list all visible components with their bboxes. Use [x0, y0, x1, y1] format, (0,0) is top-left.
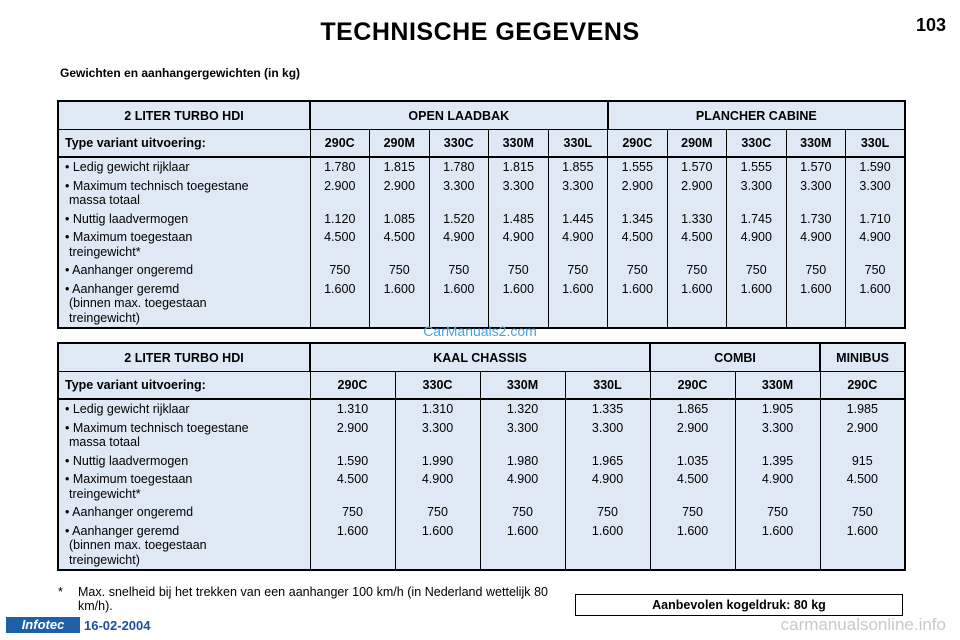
- value-spacer: [736, 553, 820, 568]
- values-column: [846, 157, 906, 328]
- value-cell: 750: [767, 505, 788, 519]
- value-cell: 750: [864, 263, 886, 277]
- row-label: treingewicht*: [69, 244, 141, 259]
- value-cell: 1.600: [859, 281, 891, 296]
- variant-code: 330M: [480, 372, 565, 400]
- variant-header-row: [58, 130, 905, 158]
- value-spacer: [608, 245, 667, 260]
- value-cell: 2.900: [681, 178, 713, 193]
- value-spacer: [566, 435, 650, 450]
- value-spacer: [489, 245, 548, 260]
- value-spacer: [821, 538, 905, 553]
- recommended-coupling-load: Aanbevolen kogeldruk: 80 kg: [575, 594, 903, 616]
- value-cell: 1.600: [562, 281, 594, 296]
- value-spacer: [481, 553, 565, 568]
- value-cell: 1.310: [336, 402, 369, 416]
- print-date: 16-02-2004: [84, 618, 151, 633]
- value-cell: 1.600: [800, 281, 832, 296]
- value-spacer: [311, 296, 370, 311]
- value-cell: 1.520: [443, 211, 475, 226]
- row-label: • Aanhanger geremd: [65, 523, 180, 538]
- variant-code: 330M: [786, 130, 846, 158]
- engine-header: 2 LITER TURBO HDI: [58, 101, 310, 130]
- value-cell: 3.300: [443, 178, 475, 193]
- value-spacer: [651, 553, 735, 568]
- value-cell: 1.395: [761, 453, 794, 468]
- body-type-header: OPEN LAADBAK: [310, 101, 608, 130]
- row-labels-column: [58, 157, 310, 328]
- value-cell: 1.485: [502, 211, 534, 226]
- row-label: treingewicht): [69, 552, 140, 567]
- value-spacer: [821, 435, 905, 450]
- values-column: [608, 157, 668, 328]
- value-spacer: [608, 296, 667, 311]
- value-cell: 750: [745, 263, 767, 277]
- value-cell: 1.730: [800, 211, 832, 226]
- value-spacer: [396, 487, 480, 502]
- values-column: [820, 399, 905, 570]
- value-spacer: [396, 553, 480, 568]
- value-cell: 3.300: [506, 420, 539, 435]
- value-cell: 4.500: [681, 230, 713, 244]
- row-label: • Ledig gewicht rijklaar: [65, 160, 190, 174]
- value-spacer: [651, 435, 735, 450]
- value-cell: 750: [626, 263, 648, 277]
- row-label: • Maximum toegestaan: [65, 472, 193, 486]
- row-label: • Aanhanger ongeremd: [65, 263, 194, 277]
- value-cell: 3.300: [761, 420, 794, 435]
- value-cell: 1.335: [591, 402, 624, 416]
- row-label: treingewicht): [69, 310, 140, 325]
- value-spacer: [787, 245, 846, 260]
- value-cell: 3.300: [591, 420, 624, 435]
- value-spacer: [311, 553, 395, 568]
- value-cell: 1.965: [591, 453, 624, 468]
- variant-code: 330M: [489, 130, 549, 158]
- variant-code: 330L: [565, 372, 650, 400]
- value-cell: 1.600: [502, 281, 534, 296]
- value-spacer: [396, 538, 480, 553]
- value-cell: 1.330: [681, 211, 713, 226]
- value-cell: 1.555: [621, 160, 653, 174]
- value-spacer: [489, 296, 548, 311]
- value-cell: 750: [512, 505, 533, 519]
- variant-code: 290M: [667, 130, 727, 158]
- value-cell: 1.600: [761, 523, 794, 538]
- value-cell: 4.500: [846, 472, 878, 486]
- value-spacer: [549, 245, 608, 260]
- row-labels-column: [58, 399, 310, 570]
- value-cell: 750: [686, 263, 708, 277]
- value-cell: 1.600: [846, 523, 878, 538]
- value-cell: 1.600: [383, 281, 415, 296]
- engine-header: 2 LITER TURBO HDI: [58, 343, 310, 372]
- value-spacer: [668, 193, 727, 208]
- row-label: • Nuttig laadvermogen: [65, 211, 189, 226]
- value-cell: 1.600: [681, 281, 713, 296]
- value-spacer: [370, 245, 429, 260]
- value-spacer: [846, 193, 904, 208]
- value-spacer: [566, 553, 650, 568]
- value-spacer: [549, 296, 608, 311]
- value-spacer: [846, 245, 904, 260]
- value-spacer: [821, 553, 905, 568]
- variant-code: 290C: [608, 130, 668, 158]
- value-spacer: [566, 487, 650, 502]
- body-type-header: MINIBUS: [820, 343, 905, 372]
- value-cell: 750: [682, 505, 703, 519]
- value-spacer: [651, 487, 735, 502]
- value-cell: 2.900: [383, 178, 415, 193]
- value-cell: 750: [805, 263, 827, 277]
- value-cell: 1.980: [506, 453, 539, 468]
- row-label: • Aanhanger ongeremd: [65, 505, 194, 519]
- variant-code: 330L: [548, 130, 608, 158]
- value-cell: 1.555: [740, 160, 772, 174]
- value-spacer: [481, 487, 565, 502]
- value-spacer: [311, 435, 395, 450]
- value-spacer: [668, 245, 727, 260]
- value-spacer: [727, 296, 786, 311]
- variant-code: 290C: [310, 130, 370, 158]
- value-cell: 2.900: [676, 420, 709, 435]
- value-cell: 1.570: [681, 160, 713, 174]
- value-cell: 4.900: [761, 472, 794, 486]
- value-cell: 1.600: [506, 523, 539, 538]
- variant-label: Type variant uitvoering:: [58, 130, 310, 158]
- value-cell: 3.300: [562, 178, 594, 193]
- value-cell: 750: [567, 263, 589, 277]
- row-label: • Maximum technisch toegestane: [65, 178, 249, 193]
- value-spacer: [821, 487, 905, 502]
- value-cell: 1.320: [506, 402, 539, 416]
- value-spacer: [311, 193, 370, 208]
- variant-code: 290M: [370, 130, 430, 158]
- value-cell: 1.310: [421, 402, 454, 416]
- value-cell: 1.600: [324, 281, 356, 296]
- value-spacer: [668, 296, 727, 311]
- value-cell: 4.900: [562, 230, 594, 244]
- value-cell: 1.815: [383, 160, 415, 174]
- weights-table-open-laadbak-plancher-cabine: [57, 100, 906, 329]
- variant-code: 330M: [735, 372, 820, 400]
- value-cell: 750: [329, 263, 351, 277]
- value-cell: 4.500: [336, 472, 369, 486]
- value-spacer: [787, 193, 846, 208]
- values-column: [310, 399, 395, 570]
- values-column: [480, 399, 565, 570]
- variant-code: 330C: [727, 130, 787, 158]
- value-spacer: [549, 193, 608, 208]
- value-cell: 4.500: [324, 230, 356, 244]
- row-label: massa totaal: [69, 193, 140, 207]
- value-spacer: [481, 538, 565, 553]
- value-cell: 1.985: [846, 402, 878, 416]
- value-cell: 1.570: [800, 160, 832, 174]
- value-cell: 750: [597, 505, 618, 519]
- value-cell: 750: [388, 263, 410, 277]
- value-cell: 3.300: [502, 178, 534, 193]
- variant-code: 330C: [395, 372, 480, 400]
- weights-table-kaal-chassis-combi-minibus: [57, 342, 906, 571]
- row-label: • Maximum technisch toegestane: [65, 420, 249, 435]
- page-title: TECHNISCHE GEGEVENS: [320, 18, 640, 46]
- row-label: • Maximum toegestaan: [65, 230, 193, 244]
- values-column: [489, 157, 549, 328]
- infotec-logo: Infotec: [6, 617, 80, 633]
- value-cell: 1.600: [443, 281, 475, 296]
- value-spacer: [651, 538, 735, 553]
- value-cell: 4.900: [800, 230, 832, 244]
- value-cell: 4.900: [740, 230, 772, 244]
- footnote-text: Max. snelheid bij het trekken van een aanhanger 100 km/h (in Nederland wettelijk 80 km/h).: [78, 585, 548, 613]
- value-spacer: [566, 538, 650, 553]
- values-row: [58, 399, 905, 570]
- value-cell: 4.900: [859, 230, 891, 244]
- value-spacer: [430, 245, 489, 260]
- values-column: [786, 157, 846, 328]
- group-header-row: [58, 343, 905, 372]
- group-header-row: [58, 101, 905, 130]
- value-spacer: [727, 193, 786, 208]
- value-cell: 4.900: [421, 472, 454, 486]
- value-cell: 1.905: [761, 402, 794, 416]
- value-spacer: [489, 193, 548, 208]
- row-label: • Ledig gewicht rijklaar: [65, 402, 190, 416]
- values-column: [565, 399, 650, 570]
- value-cell: 1.745: [740, 211, 772, 226]
- value-cell: 1.780: [324, 160, 356, 174]
- values-column: [370, 157, 430, 328]
- value-cell: 3.300: [859, 178, 891, 193]
- variant-code: 290C: [650, 372, 735, 400]
- value-spacer: [370, 296, 429, 311]
- values-row: [58, 157, 905, 328]
- value-cell: 1.990: [421, 453, 454, 468]
- value-spacer: [370, 193, 429, 208]
- value-cell: 4.500: [383, 230, 415, 244]
- values-column: [310, 157, 370, 328]
- value-cell: 4.900: [502, 230, 534, 244]
- row-label: (binnen max. toegestaan: [69, 296, 207, 310]
- value-cell: 1.600: [336, 523, 369, 538]
- row-label: • Aanhanger geremd: [65, 281, 180, 296]
- value-cell: 750: [342, 505, 363, 519]
- values-column: [735, 399, 820, 570]
- value-spacer: [608, 193, 667, 208]
- variant-code: 290C: [820, 372, 905, 400]
- value-spacer: [311, 245, 370, 260]
- variant-code: 330L: [846, 130, 906, 158]
- value-cell: 915: [851, 453, 873, 468]
- value-cell: 4.500: [676, 472, 709, 486]
- value-cell: 4.500: [621, 230, 653, 244]
- section-subtitle: Gewichten en aanhangergewichten (in kg): [60, 66, 301, 80]
- value-cell: 3.300: [740, 178, 772, 193]
- value-spacer: [727, 245, 786, 260]
- footnote-marker: *: [58, 585, 63, 599]
- body-type-header: COMBI: [650, 343, 820, 372]
- value-cell: 750: [448, 263, 470, 277]
- value-cell: 1.855: [562, 160, 594, 174]
- value-cell: 1.815: [502, 160, 534, 174]
- value-cell: 1.445: [562, 211, 594, 226]
- value-cell: 1.600: [621, 281, 653, 296]
- footer-watermark: carmanualsonline.info: [780, 615, 946, 634]
- value-cell: 1.345: [621, 211, 653, 226]
- variant-label: Type variant uitvoering:: [58, 372, 310, 400]
- value-spacer: [430, 193, 489, 208]
- page-number: 103: [915, 15, 946, 35]
- value-cell: 3.300: [421, 420, 454, 435]
- value-spacer: [311, 538, 395, 553]
- value-cell: 1.600: [740, 281, 772, 296]
- values-column: [429, 157, 489, 328]
- body-type-header: KAAL CHASSIS: [310, 343, 650, 372]
- value-cell: 1.600: [591, 523, 624, 538]
- footnote: [58, 585, 548, 613]
- value-cell: 1.600: [421, 523, 454, 538]
- value-cell: 2.900: [324, 178, 356, 193]
- value-cell: 750: [507, 263, 529, 277]
- value-cell: 2.900: [621, 178, 653, 193]
- value-spacer: [430, 296, 489, 311]
- values-column: [395, 399, 480, 570]
- value-cell: 2.900: [846, 420, 878, 435]
- value-spacer: [736, 435, 820, 450]
- values-column: [548, 157, 608, 328]
- value-spacer: [736, 538, 820, 553]
- variant-header-row: [58, 372, 905, 400]
- value-cell: 750: [851, 505, 873, 519]
- value-cell: 750: [427, 505, 448, 519]
- variant-code: 330C: [429, 130, 489, 158]
- row-label: treingewicht*: [69, 486, 141, 501]
- value-cell: 1.600: [676, 523, 709, 538]
- value-cell: 2.900: [336, 420, 369, 435]
- values-column: [727, 157, 787, 328]
- value-spacer: [736, 487, 820, 502]
- variant-code: 290C: [310, 372, 395, 400]
- watermark-text: CarManuals2.com: [423, 323, 537, 339]
- value-cell: 3.300: [800, 178, 832, 193]
- row-label: (binnen max. toegestaan: [69, 538, 207, 552]
- value-cell: 1.590: [859, 160, 891, 174]
- row-label: massa totaal: [69, 435, 140, 449]
- value-cell: 1.780: [443, 160, 475, 174]
- value-cell: 1.590: [336, 453, 369, 468]
- values-column: [650, 399, 735, 570]
- value-cell: 4.900: [591, 472, 624, 486]
- value-spacer: [846, 296, 904, 311]
- value-cell: 4.900: [443, 230, 475, 244]
- values-column: [667, 157, 727, 328]
- value-cell: 1.710: [859, 211, 891, 226]
- value-cell: 4.900: [506, 472, 539, 486]
- row-label: • Nuttig laadvermogen: [65, 453, 189, 468]
- value-cell: 1.035: [676, 453, 709, 468]
- value-spacer: [787, 296, 846, 311]
- value-cell: 1.085: [383, 211, 415, 226]
- value-spacer: [396, 435, 480, 450]
- value-cell: 1.865: [676, 402, 709, 416]
- value-spacer: [481, 435, 565, 450]
- value-spacer: [311, 487, 395, 502]
- value-cell: 1.120: [324, 211, 356, 226]
- body-type-header: PLANCHER CABINE: [608, 101, 906, 130]
